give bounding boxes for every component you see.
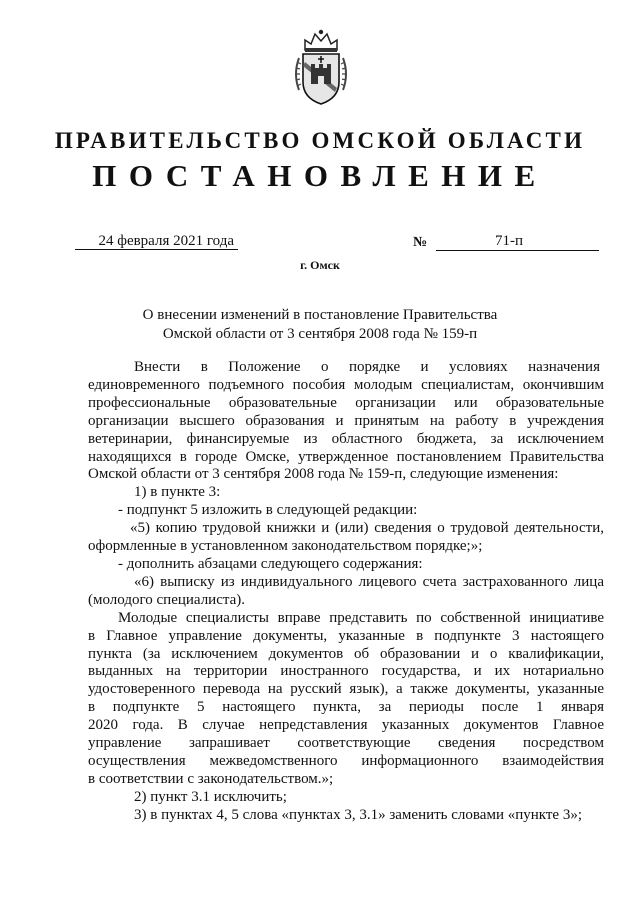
title-line: О внесении изменений в постановление Правительства <box>142 307 498 323</box>
organization-title: ПРАВИТЕЛЬСТВО ОМСКОЙ ОБЛАСТИ <box>54 128 586 153</box>
body-line: находящихся в городе Омске, утвержденное постановлением Правительства <box>88 448 604 465</box>
body-line: пункта (за исключением документов об образовании и о квалификации, <box>88 645 604 662</box>
list-item: 2) пункт 3.1 исключить; <box>134 788 287 805</box>
body-line: управление запрашивает соответствующие сведения посредством <box>88 735 604 752</box>
body-line: Молодые специалисты вправе представить по собственной инициативе <box>118 609 604 626</box>
body-line: выданных на территории иностранного государства, и их нотариально <box>88 663 604 680</box>
body-line: «5) копию трудовой книжки и (или) сведения о трудовой деятельности, <box>130 520 604 537</box>
document-number: 71-п <box>495 233 524 249</box>
body-line: в Главное управление документы, указанные в подпункте 3 настоящего <box>88 627 604 644</box>
document-number-field <box>436 233 599 251</box>
title-line: Омской области от 3 сентября 2008 года № 159-п <box>162 326 478 342</box>
list-item: - дополнить абзацами следующего содержания: <box>118 555 423 572</box>
body-line: (молодого специалиста). <box>88 591 246 608</box>
body-line: профессиональные образовательные организации или образовательные <box>88 394 604 411</box>
body-line: Внести в Положение о порядке и условиях назначения <box>134 359 600 375</box>
document-date: 24 февраля 2021 года <box>75 233 238 250</box>
list-item: 1) в пункте 3: <box>134 484 221 501</box>
list-item: 3) в пунктах 4, 5 слова «пунктах 3, 3.1» заменить словами «пункте 3»; <box>134 806 583 823</box>
list-item: - подпункт 5 изложить в следующей редакции: <box>118 502 418 519</box>
body-line: в подпункте 5 настоящего пункта, за периоды после 1 января <box>88 699 604 716</box>
body-line: организации высшего образования и принятым на работу в учреждения <box>88 412 604 429</box>
body-line: осуществления межведомственного информационного взаимодействия <box>88 752 604 769</box>
body-line: ветеринарии, финансируемые из областного бюджета, за исключением <box>88 430 604 447</box>
city-label: г. Омск <box>300 258 340 272</box>
document-type-title: ПОСТАНОВЛЕНИЕ <box>92 158 548 193</box>
body-line: «6) выписку из индивидуального лицевого счета застрахованного лица <box>134 573 604 590</box>
document-body <box>88 359 604 825</box>
body-line: 2020 года. В случае непредставления указанных документов Главное <box>88 717 604 734</box>
document-subject-title <box>0 306 640 344</box>
number-sign: № <box>413 235 428 250</box>
body-line: единовременного подъемного пособия молодым специалистам, окончившим <box>88 376 604 393</box>
omsk-coat-of-arms-emblem <box>291 28 351 106</box>
body-line: оформленные в установленном законодательством порядке;»; <box>88 538 483 555</box>
body-line: в соответствии с законодательством.»; <box>88 770 334 787</box>
body-line: Омской области от 3 сентября 2008 года № 159-п, следующие изменения: <box>88 466 559 483</box>
body-line: удостоверенного перевода на русский язык), а также документы, указанные <box>88 681 604 698</box>
